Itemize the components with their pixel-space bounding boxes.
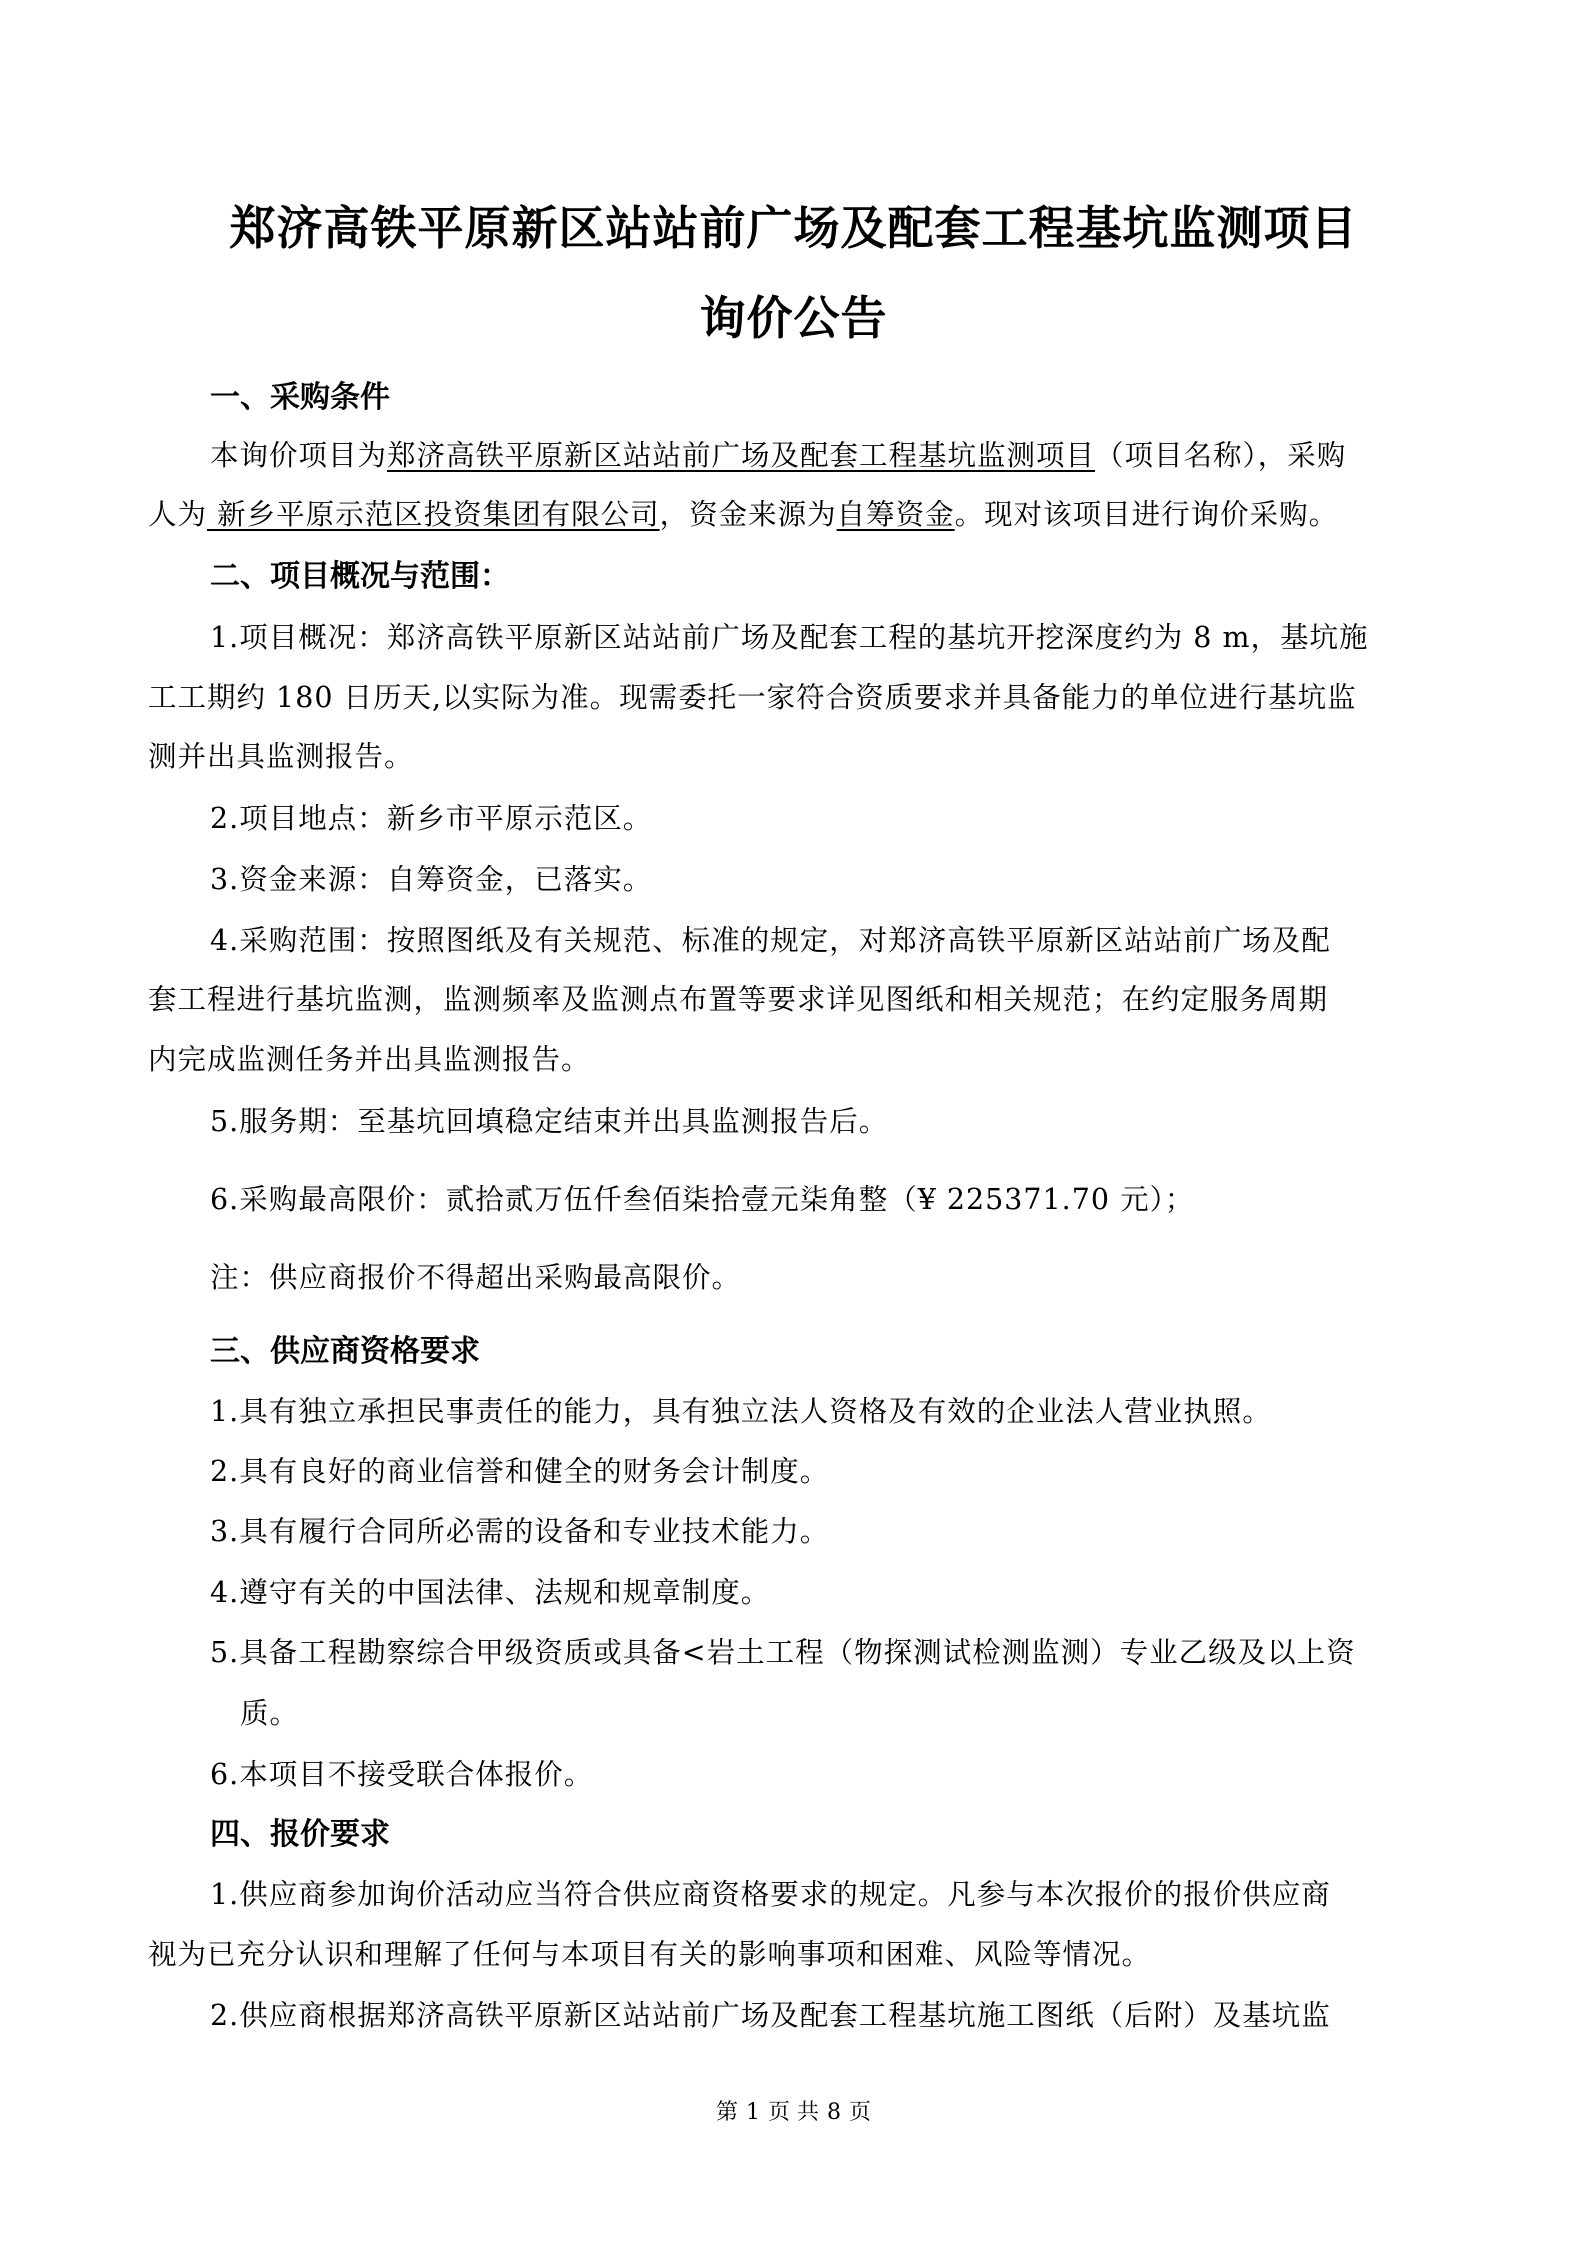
footer-mid: 页 共 [768, 2100, 819, 2125]
text-run: （项目名称），采购 [1095, 439, 1347, 472]
section-heading-procurement-conditions: 一、采购条件 [210, 380, 390, 415]
paragraph-line: 5.具备工程勘察综合甲级资质或具备<岩土工程（物探测试检测监测）专业乙级及以上资 [210, 1636, 1356, 1669]
section-heading-project-overview: 二、项目概况与范围： [210, 559, 510, 594]
footer-prefix: 第 [715, 2100, 738, 2125]
total-pages: 8 [827, 2100, 841, 2125]
text-run: 人为 [148, 498, 208, 531]
section-heading-quotation-requirements: 四、报价要求 [210, 1817, 390, 1852]
paragraph-line: 内完成监测任务并出具监测报告。 [148, 1043, 591, 1076]
paragraph-line: 1.具有独立承担民事责任的能力，具有独立法人资格及有效的企业法人营业执照。 [210, 1395, 1272, 1428]
paragraph-line: 6.本项目不接受联合体报价。 [210, 1758, 594, 1791]
page-number: 1 [746, 2100, 760, 2125]
paragraph-line: 质。 [240, 1697, 300, 1730]
project-name: 郑济高铁平原新区站站前广场及配套工程基坑监测项目 [387, 439, 1096, 472]
paragraph-line [210, 436, 1346, 476]
price-limit-line: 6.采购最高限价：贰拾贰万伍仟叁佰柒拾壹元柒角整（¥ 225371.70 元）； [210, 1183, 1195, 1216]
document-title-line1: 郑济高铁平原新区站站前广场及配套工程基坑监测项目 [229, 201, 1358, 255]
text-run: 本询价项目为 [210, 439, 388, 472]
paragraph-line: 2.项目地点：新乡市平原示范区。 [210, 802, 653, 835]
note-line: 注：供应商报价不得超出采购最高限价。 [210, 1261, 742, 1294]
fund-source: 自筹资金 [836, 498, 955, 531]
paragraph-line: 工工期约 180 日历天,以实际为准。现需委托一家符合资质要求并具备能力的单位进行基坑监 [148, 681, 1357, 714]
text-run: ，资金来源为 [659, 498, 837, 531]
document-title-line2: 询价公告 [699, 291, 888, 345]
footer-suffix: 页 [849, 2100, 872, 2125]
paragraph-line: 2.具有良好的商业信誉和健全的财务会计制度。 [210, 1455, 830, 1488]
paragraph-line: 视为已充分认识和理解了任何与本项目有关的影响事项和困难、风险等情况。 [148, 1938, 1152, 1971]
page-footer [0, 2098, 1587, 2128]
paragraph-line: 2.供应商根据郑济高铁平原新区站站前广场及配套工程基坑施工图纸（后附）及基坑监 [210, 1999, 1331, 2032]
paragraph-line: 测并出具监测报告。 [148, 740, 414, 773]
text-run: 。现对该项目进行询价采购。 [954, 498, 1339, 531]
paragraph-line: 4.采购范围：按照图纸及有关规范、标准的规定，对郑济高铁平原新区站站前广场及配 [210, 924, 1331, 957]
paragraph-line [148, 495, 1338, 535]
paragraph-line: 1.供应商参加询价活动应当符合供应商资格要求的规定。凡参与本次报价的报价供应商 [210, 1878, 1331, 1911]
paragraph-line: 套工程进行基坑监测，监测频率及监测点布置等要求详见图纸和相关规范；在约定服务周期 [148, 983, 1329, 1016]
section-heading-supplier-qualifications: 三、供应商资格要求 [210, 1334, 480, 1369]
paragraph-line: 3.具有履行合同所必需的设备和专业技术能力。 [210, 1515, 830, 1548]
purchaser-name: 新乡平原示范区投资集团有限公司 [207, 498, 660, 531]
paragraph-line: 1.项目概况：郑济高铁平原新区站站前广场及配套工程的基坑开挖深度约为 8 m，基坑施 [210, 621, 1369, 654]
paragraph-line: 4.遵守有关的中国法律、法规和规章制度。 [210, 1576, 771, 1609]
paragraph-line: 3.资金来源：自筹资金，已落实。 [210, 863, 653, 896]
paragraph-line: 5.服务期：至基坑回填稳定结束并出具监测报告后。 [210, 1105, 889, 1138]
